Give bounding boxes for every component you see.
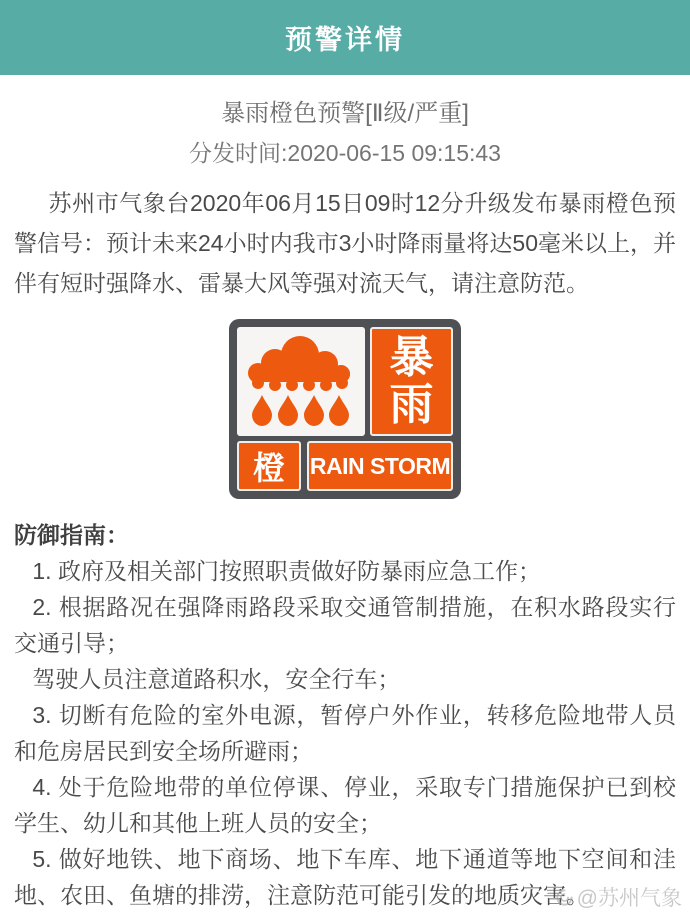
defense-guide-heading: 防御指南： bbox=[14, 522, 129, 548]
sign-type-char-2: 雨 bbox=[389, 379, 434, 429]
page-header bbox=[0, 0, 690, 75]
page-title: 预警详情 bbox=[285, 25, 405, 55]
sign-type-label bbox=[370, 327, 453, 436]
sign-level-badge: 橙 bbox=[237, 441, 301, 491]
sign-top-row bbox=[237, 327, 453, 436]
cloud-rain-icon bbox=[237, 327, 365, 436]
warning-description: 苏州市气象台2020年06月15日09时12分升级发布暴雨橙色预警信号：预计未来24小时内我市3小时降雨量将达50毫米以上，并伴有短时强降水、雷暴大风等强对流天气，请注意防范。 bbox=[14, 190, 676, 296]
guide-item-5: 5. 做好地铁、地下商场、地下车库、地下通道等地下空间和洼地、农田、鱼塘的排涝，注意防范可能引发的地质灾害。 bbox=[14, 846, 676, 908]
issue-time: 分发时间:2020-06-15 09:15:43 bbox=[189, 140, 501, 166]
guide-item-2: 2. 根据路况在强降雨路段采取交通管制措施，在积水路段实行交通引导； bbox=[14, 594, 676, 656]
warning-title: 暴雨橙色预警[Ⅱ级/严重] bbox=[221, 100, 469, 127]
guide-item-4: 4. 处于危险地带的单位停课、停业，采取专门措施保护已到校学生、幼儿和其他上班人员的安全； bbox=[14, 774, 676, 836]
sign-english-label: RAIN STORM bbox=[307, 441, 453, 491]
guide-item-3: 3. 切断有危险的室外电源，暂停户外作业，转移危险地带人员和危房居民到安全场所避雨； bbox=[14, 702, 676, 764]
guide-item-1: 1. 政府及相关部门按照职责做好防暴雨应急工作； bbox=[32, 558, 541, 584]
sign-type-char-1: 暴 bbox=[389, 332, 434, 382]
rainstorm-orange-warning-sign bbox=[229, 319, 461, 499]
defense-guide bbox=[14, 517, 676, 913]
guide-item-2-note: 驾驶人员注意道路积水，安全行车； bbox=[32, 666, 401, 692]
sign-bottom-row bbox=[237, 441, 453, 491]
warning-content bbox=[0, 99, 690, 913]
watermark-text: @苏州气象 bbox=[576, 887, 682, 910]
